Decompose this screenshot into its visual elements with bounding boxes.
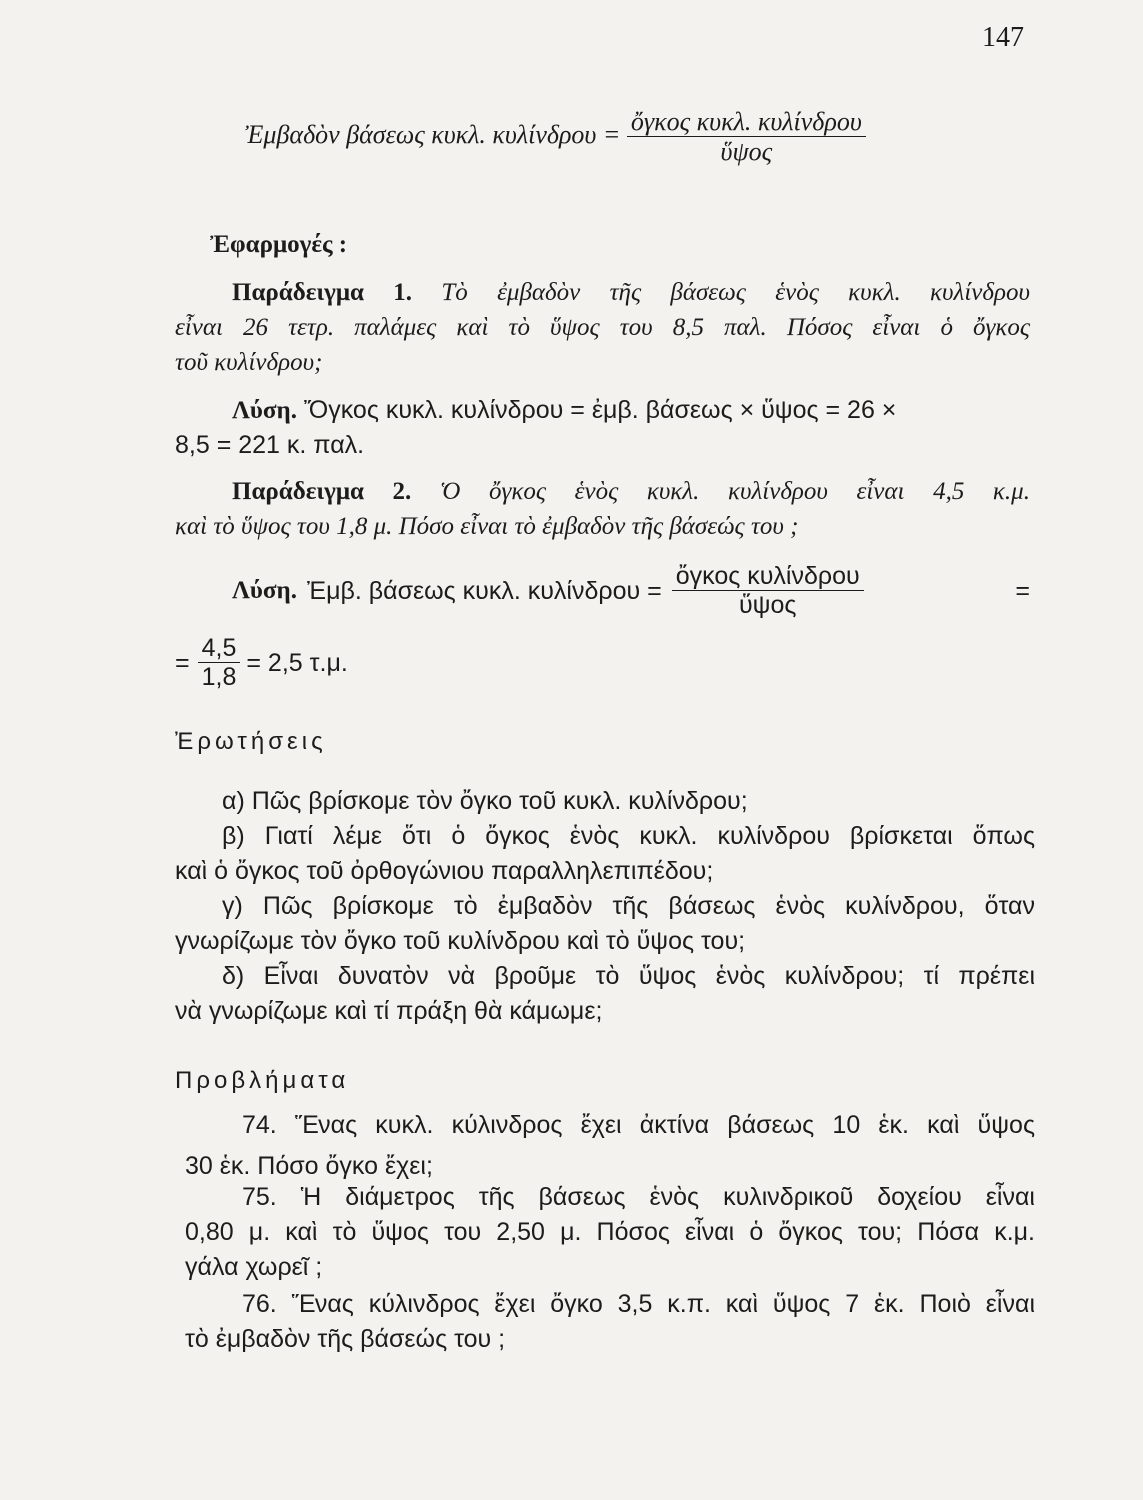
- formula-fraction: [627, 108, 866, 166]
- questions-heading: Ἐρωτήσεις: [175, 728, 327, 755]
- example2-solution-numerator: ὄγκος κυλίνδρου: [672, 563, 864, 591]
- example2-result-eq: =: [175, 648, 190, 677]
- example2-solution-lhs: Ἐμβ. βάσεως κυκλ. κυλίνδρου =: [306, 576, 662, 605]
- formula-lhs: Ἐμβαδὸν βάσεως κυκλ. κυλίνδρου =: [245, 119, 621, 149]
- question-b-line1: β) Γιατί λέμε ὅτι ὁ ὄγκος ἑνὸς κυκλ. κυλίνδρου βρίσκεται ὅπως: [222, 822, 1035, 850]
- example1-line2: εἶναι 26 τετρ. παλάμες καὶ τὸ ὕψος του 8,5 παλ. Πόσος εἶναι ὁ ὄγκος: [175, 314, 1030, 341]
- problem-75-line2: 0,80 μ. καὶ τὸ ὕψος του 2,50 μ. Πόσος εἶναι ὁ ὄγκος του; Πόσα κ.μ.: [185, 1218, 1035, 1246]
- base-area-formula: [245, 108, 866, 166]
- formula-numerator: ὄγκος κυκλ. κυλίνδρου: [627, 108, 866, 137]
- example1-solution-text1: Ὄγκος κυκλ. κυλίνδρου = ἐμβ. βάσεως × ὕψος = 26 ×: [303, 396, 897, 424]
- problem-75-line1: 75. Ἡ διάμετρος τῆς βάσεως ἑνὸς κυλινδρικοῦ δοχείου εἶναι: [242, 1183, 1035, 1211]
- problem-74-line1: 74. Ἕνας κυκλ. κύλινδρος ἔχει ἀκτίνα βάσεως 10 ἑκ. καὶ ὕψος: [242, 1111, 1035, 1139]
- example2-line1: [232, 475, 1030, 509]
- problem-76-line1: 76. Ἕνας κύλινδρος ἔχει ὄγκο 3,5 κ.π. καὶ ὕψος 7 ἑκ. Ποιὸ εἶναι: [242, 1290, 1035, 1318]
- example1-solution-line2: 8,5 = 221 κ. παλ.: [175, 431, 365, 459]
- question-b-line2: καὶ ὁ ὄγκος τοῦ ὀρθογώνιου παραλληλεπιπέδου;: [175, 857, 714, 885]
- problem-76-line2: τὸ ἐμβαδὸν τῆς βάσεώς του ;: [185, 1325, 506, 1353]
- problem-75-line3: γάλα χωρεῖ ;: [185, 1253, 323, 1281]
- problem-74-line2: 30 ἑκ. Πόσο ὄγκο ἔχει;: [185, 1152, 433, 1180]
- example2-solution-trailing-eq: =: [1015, 576, 1030, 605]
- example2-result-value: = 2,5 τ.μ.: [246, 648, 348, 677]
- example2-solution-label: Λύση.: [232, 576, 297, 604]
- example2-line2: καὶ τὸ ὕψος του 1,8 μ. Πόσο εἶναι τὸ ἐμβαδὸν τῆς βάσεώς του ;: [175, 513, 799, 540]
- example1-line3: τοῦ κυλίνδρου;: [175, 349, 323, 376]
- question-c-line1: γ) Πῶς βρίσκομε τὸ ἐμβαδὸν τῆς βάσεως ἑνὸς κυλίνδρου, ὅταν: [222, 892, 1035, 920]
- question-d-line1: δ) Εἶναι δυνατὸν νὰ βροῦμε τὸ ὕψος ἑνὸς κυλίνδρου; τί πρέπει: [222, 962, 1035, 990]
- example2-solution-fraction: [672, 563, 864, 619]
- example1-line1: [232, 276, 1030, 310]
- example2-solution-line: [232, 563, 1030, 619]
- example2-result-numerator: 4,5: [198, 635, 241, 663]
- question-c-line2: γνωρίζωμε τὸν ὄγκο τοῦ κυλίνδρου καὶ τὸ ὕψος του;: [175, 927, 746, 955]
- example2-result-line: [175, 635, 348, 691]
- example2-result-fraction: [198, 635, 241, 691]
- question-a: α) Πῶς βρίσκομε τὸν ὄγκο τοῦ κυκλ. κυλίνδρου;: [222, 787, 748, 815]
- example1-solution-line1: [232, 393, 1030, 428]
- page-number: 147: [982, 22, 1024, 53]
- example1-solution-label: Λύση.: [232, 397, 297, 424]
- example2-text1: Ὁ ὄγκος ἑνὸς κυκλ. κυλίνδρου εἶναι 4,5 κ.μ.: [439, 478, 1030, 505]
- example1-label: Παράδειγμα 1.: [232, 279, 413, 306]
- applications-heading: Ἐφαρμογές :: [210, 231, 348, 258]
- example2-result-denominator: 1,8: [201, 663, 237, 692]
- problems-heading: Προβλήματα: [175, 1067, 350, 1094]
- example1-text1: Τὸ ἐμβαδὸν τῆς βάσεως ἑνὸς κυκλ. κυλίνδρου: [441, 279, 1030, 306]
- example2-solution-denominator: ὕψος: [738, 591, 797, 620]
- example2-label: Παράδειγμα 2.: [232, 478, 412, 505]
- question-d-line2: νὰ γνωρίζωμε καὶ τί πράξη θὰ κάμωμε;: [175, 997, 603, 1025]
- formula-denominator: ὕψος: [720, 137, 773, 167]
